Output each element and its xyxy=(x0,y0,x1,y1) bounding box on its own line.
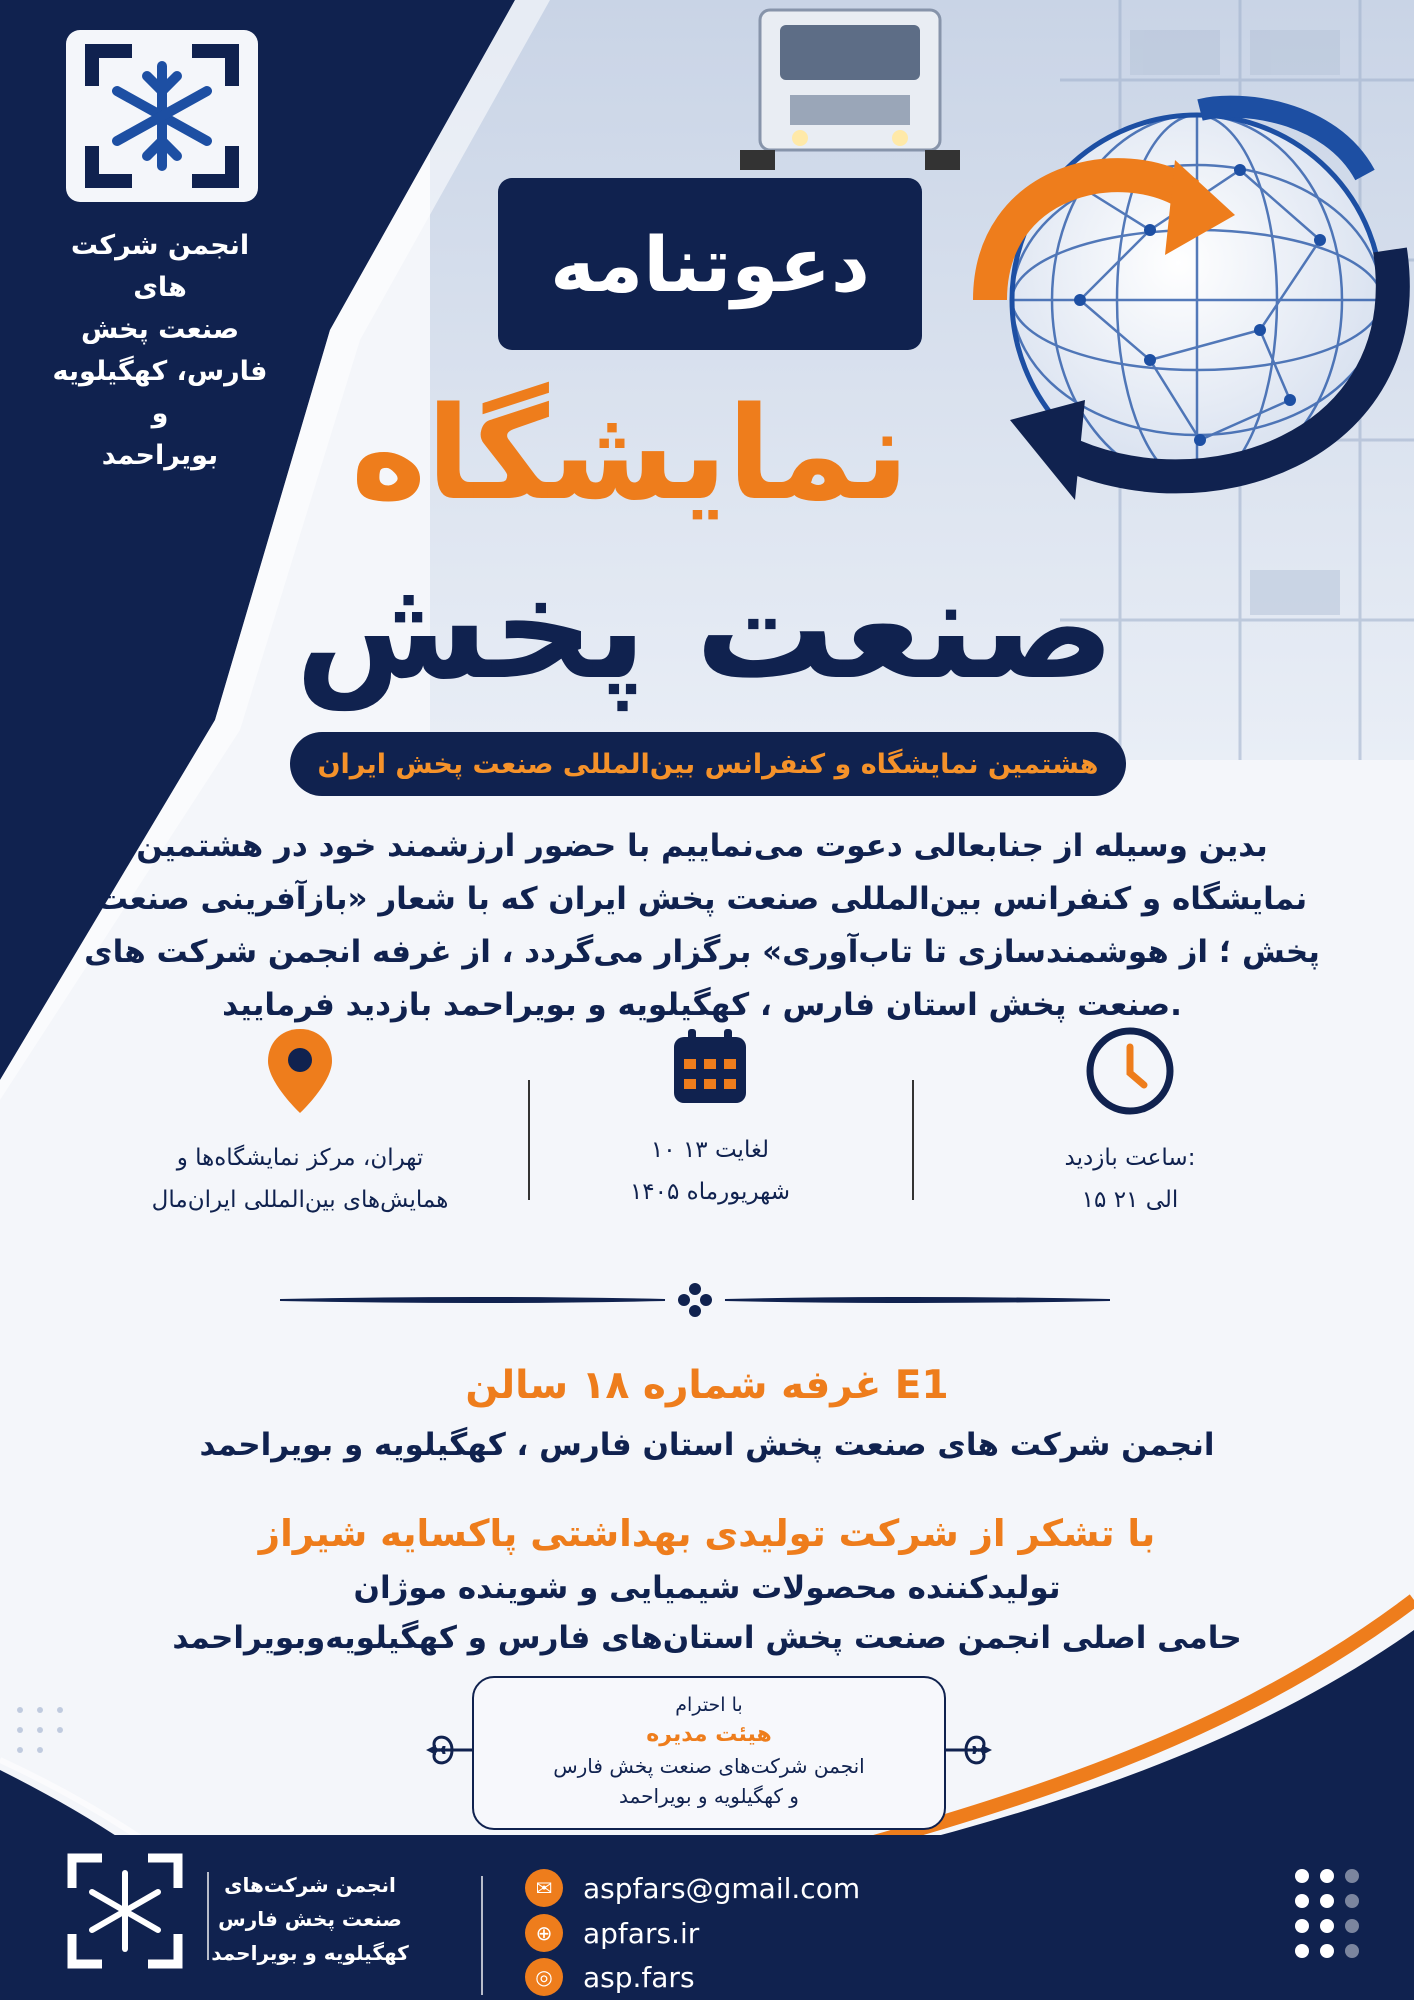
org-name-line: بویراحمد xyxy=(101,440,219,471)
ornament-divider xyxy=(280,1282,1110,1318)
signature-box xyxy=(472,1676,946,1830)
time-value: ۱۵ الی ۲۱ xyxy=(1081,1187,1179,1213)
signature-regards: با احترام xyxy=(675,1694,743,1716)
footer-org-name xyxy=(190,1868,430,1970)
clock-icon xyxy=(1084,1025,1176,1117)
email-icon: ✉ xyxy=(525,1869,563,1907)
signature-association-line: انجمن شرکت‌های صنعت پخش فارس xyxy=(553,1754,865,1778)
body-line: صنعت پخش استان فارس ، کهگیلویه و بویراحمد بازدید فرمایید. xyxy=(222,987,1182,1023)
location-line: همایش‌های بین‌المللی ایران‌مال xyxy=(151,1187,449,1213)
title-industry: صنعت پخش xyxy=(295,548,1115,711)
sponsor-product: تولیدکننده محصولات شیمیایی و شوینده موژان xyxy=(353,1570,1061,1606)
time-info xyxy=(950,1025,1310,1221)
date-info xyxy=(530,1025,890,1213)
globe-icon: ⊕ xyxy=(525,1914,563,1952)
invitation-label: دعوتنامه xyxy=(550,219,870,309)
info-divider xyxy=(912,1080,914,1200)
location-pin-icon xyxy=(264,1025,336,1117)
sponsor-main: حامی اصلی انجمن صنعت پخش استان‌های فارس و کهگیلویه‌وبویراحمد xyxy=(172,1620,1242,1656)
org-name-line: فارس، کهگیلویه و xyxy=(52,356,268,429)
booth-number: غرفه شماره ۱۸ سالن E1 xyxy=(465,1363,949,1408)
date-range: ۱۰ لغایت ۱۳ xyxy=(650,1137,770,1163)
subtitle-text: هشتمین نمایشگاه و کنفرانس بین‌المللی صنعت پخش ایران xyxy=(317,748,1099,780)
org-name xyxy=(40,225,280,477)
instagram-text[interactable]: asp.fars xyxy=(583,1960,695,1994)
booth-association: انجمن شرکت های صنعت پخش استان فارس ، کهگیلویه و بویراحمد xyxy=(199,1427,1215,1463)
contact-email[interactable] xyxy=(525,1866,860,1910)
association-logo xyxy=(62,26,262,206)
contact-instagram[interactable] xyxy=(525,1955,695,1999)
calendar-icon xyxy=(668,1025,752,1109)
time-label: ساعت بازدید: xyxy=(1064,1145,1196,1171)
body-line: بدین وسیله از جنابعالی دعوت می‌نماییم با حضور ارزشمند خود در هشتمین xyxy=(136,828,1268,864)
footer-org-line: انجمن شرکت‌های xyxy=(224,1873,396,1897)
invitation-badge xyxy=(498,178,922,350)
subtitle-pill xyxy=(290,732,1126,796)
body-line: پخش ؛ از هوشمندسازی تا تاب‌آوری» برگزار می‌گردد ، از غرفه انجمن شرکت های xyxy=(84,934,1320,970)
email-text[interactable]: aspfars@gmail.com xyxy=(583,1871,861,1905)
sponsor-thanks: با تشکر از شرکت تولیدی بهداشتی پاکسایه شیراز xyxy=(258,1512,1156,1555)
info-divider xyxy=(528,1080,530,1200)
date-month: شهریورماه ۱۴۰۵ xyxy=(629,1179,791,1205)
footer-logo xyxy=(62,1848,188,1974)
title-exhibition: نمایشگاه xyxy=(350,380,910,529)
location-line: تهران، مرکز نمایشگاه‌ها و xyxy=(176,1145,424,1171)
instagram-icon: ◎ xyxy=(525,1958,563,1996)
body-line: نمایشگاه و کنفرانس بین‌المللی صنعت پخش ایران که با شعار «بازآفرینی صنعت xyxy=(96,881,1308,917)
contact-website[interactable] xyxy=(525,1911,699,1955)
location-info xyxy=(120,1025,480,1221)
footer-org-line: کهگیلویه و بویراحمد xyxy=(211,1941,409,1965)
truck-illustration xyxy=(740,10,960,170)
signature-board: هیئت مدیره xyxy=(646,1722,772,1747)
footer-org-line: صنعت پخش فارس xyxy=(218,1907,402,1931)
signature-association xyxy=(474,1751,944,1811)
website-text[interactable]: apfars.ir xyxy=(583,1916,700,1950)
signature-association-line: و کهگیلویه و بویراحمد xyxy=(619,1784,799,1808)
invitation-body xyxy=(52,820,1352,1032)
org-name-line: صنعت پخش xyxy=(80,314,240,345)
org-name-line: انجمن شرکت های xyxy=(70,230,250,303)
